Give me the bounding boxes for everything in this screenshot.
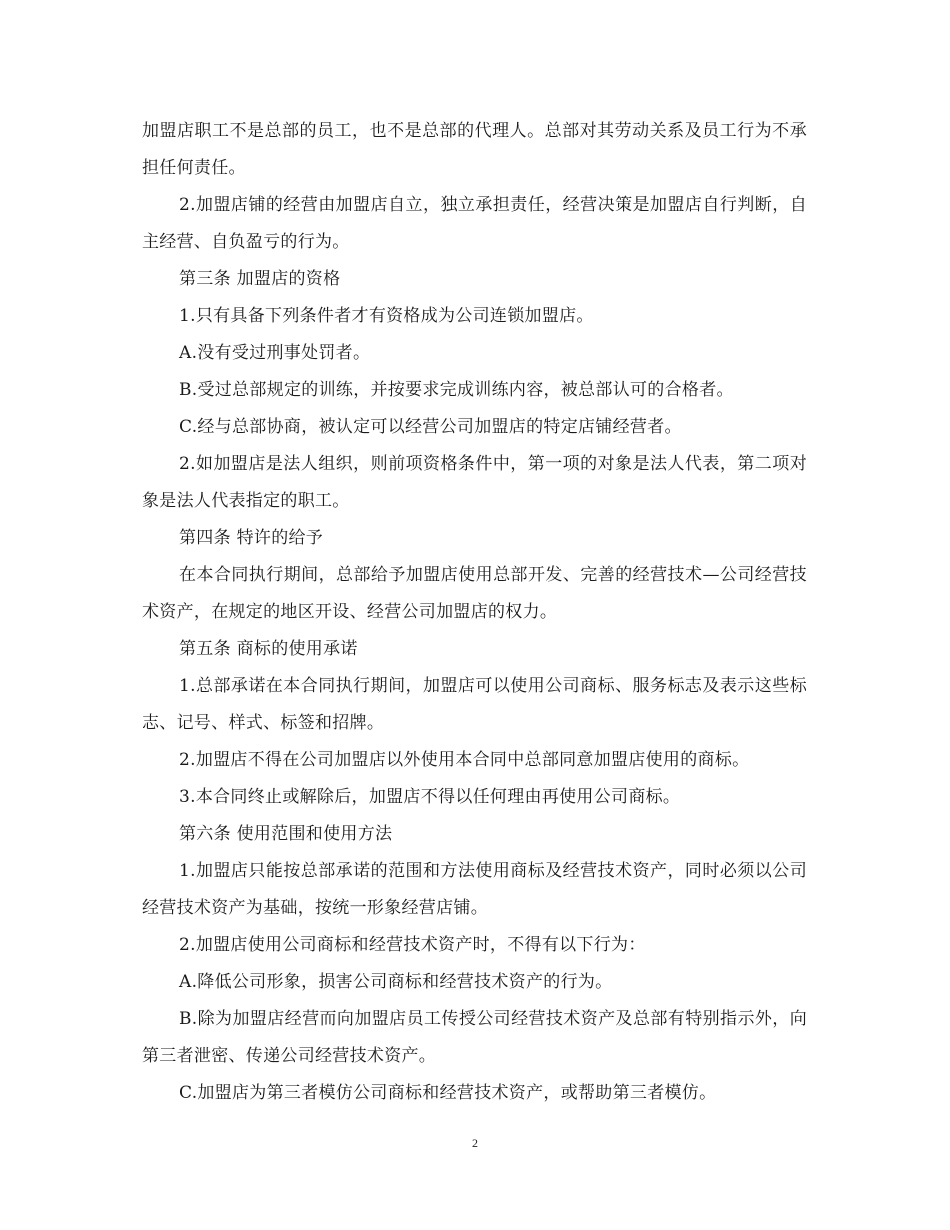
list-item: C.加盟店为第三者模仿公司商标和经营技术资产，或帮助第三者模仿。 [179,1083,717,1103]
paragraph: 2.加盟店不得在公司加盟店以外使用本合同中总部同意加盟店使用的商标。 [179,750,750,770]
list-item: B.除为加盟店经营而向加盟店员工传授公司经营技术资产及总部有特别指示外，向第三者泄密、传递公司经营技术资产。 [142,1009,807,1066]
paragraph: 3.本合同终止或解除后，加盟店不得以任何理由再使用公司商标。 [179,787,681,807]
page-number: 2 [472,1136,478,1150]
paragraph: 2.如加盟店是法人组织，则前项资格条件中，第一项的对象是法人代表，第二项对象是法人代表指定的职工。 [142,454,807,511]
section-heading: 第四条 特许的给予 [179,528,324,548]
list-item: B.受过总部规定的训练，并按要求完成训练内容，被总部认可的合格者。 [179,380,734,400]
section-heading: 第三条 加盟店的资格 [179,269,341,289]
paragraph: 2.加盟店铺的经营由加盟店自立，独立承担责任，经营决策是加盟店自行判断，自主经营、自负盈亏的行为。 [142,195,807,252]
section-heading: 第六条 使用范围和使用方法 [179,824,393,844]
paragraph: 1.加盟店只能按总部承诺的范围和方法使用商标及经营技术资产，同时必须以公司经营技术资产为基础，按统一形象经营店铺。 [142,861,807,918]
list-item: C.经与总部协商，被认定可以经营公司加盟店的特定店铺经营者。 [179,417,682,437]
paragraph: 2.加盟店使用公司商标和经营技术资产时，不得有以下行为： [179,935,646,955]
paragraph: 加盟店职工不是总部的员工，也不是总部的代理人。总部对其劳动关系及员工行为不承担任何责任。 [142,121,807,178]
section-heading: 第五条 商标的使用承诺 [179,639,358,659]
paragraph: 1.总部承诺在本合同执行期间，加盟店可以使用公司商标、服务标志及表示这些标志、记号、样式、标签和招牌。 [142,676,807,733]
paragraph: 1.只有具备下列条件者才有资格成为公司连锁加盟店。 [179,306,594,326]
document-body [142,113,807,1112]
paragraph: 在本合同执行期间，总部给予加盟店使用总部开发、完善的经营技术—公司经营技术资产，在规定的地区开设、经营公司加盟店的权力。 [142,565,807,622]
list-item: A.降低公司形象，损害公司商标和经营技术资产的行为。 [179,972,613,992]
list-item: A.没有受过刑事处罚者。 [179,343,371,363]
